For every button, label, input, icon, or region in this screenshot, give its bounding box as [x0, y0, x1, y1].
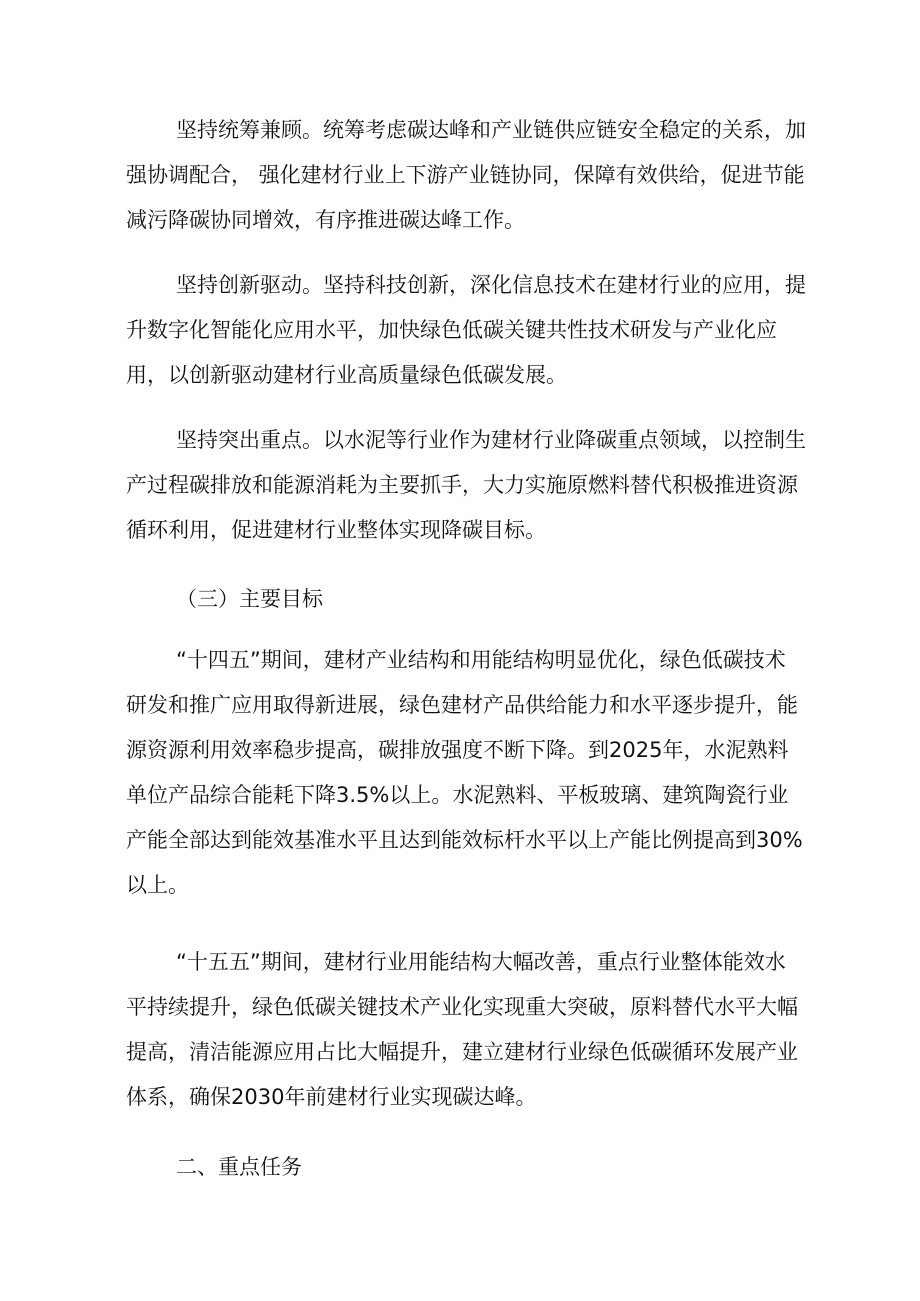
- paragraph-innovation: 坚持创新驱动。坚持科技创新，深化信息技术在建材行业的应用，提升数字化智能化应用水平，加快绿色低碳关键共性技术研发与产业化应用，以创新驱动建材行业高质量绿色低碳发展。: [126, 273, 806, 387]
- paragraph-15th-five-year: “十五五”期间，建材行业用能结构大幅改善，重点行业整体能效水平持续提升，绿色低碳关键技术产业化实现重大突破，原料替代水平大幅提高，清洁能源应用占比大幅提升，建立建材行业绿色低碳循环发展产业体系，确保2030年前建材行业实现碳达峰。: [126, 950, 798, 1109]
- section-heading-main-goals: （三）主要目标: [176, 587, 323, 611]
- chapter-heading-key-tasks: 二、重点任务: [176, 1155, 302, 1179]
- paragraph-coordination: 坚持统筹兼顾。统筹考虑碳达峰和产业链供应链安全稳定的关系，加强协调配合， 强化建材行业上下游产业链协同，保障有效供给，促进节能减污降碳协同增效，有序推进碳达峰工作。: [126, 118, 806, 232]
- paragraph-focus: 坚持突出重点。以水泥等行业作为建材行业降碳重点领域，以控制生产过程碳排放和能源消耗为主要抓手，大力实施原燃料替代积极推进资源循环利用，促进建材行业整体实现降碳目标。: [126, 428, 806, 542]
- paragraph-14th-five-year: “十四五”期间，建材产业结构和用能结构明显优化，绿色低碳技术研发和推广应用取得新进展，绿色建材产品供给能力和水平逐步提升，能源资源利用效率稳步提高，碳排放强度不断下降。到2025年，水泥熟料单位产品综合能耗下降3.5%以上。水泥熟料、平板玻璃、建筑陶瓷行业产能全部达到能效基准水平且达到能效标杆水平以上产能比例提高到30%以上。: [126, 648, 803, 897]
